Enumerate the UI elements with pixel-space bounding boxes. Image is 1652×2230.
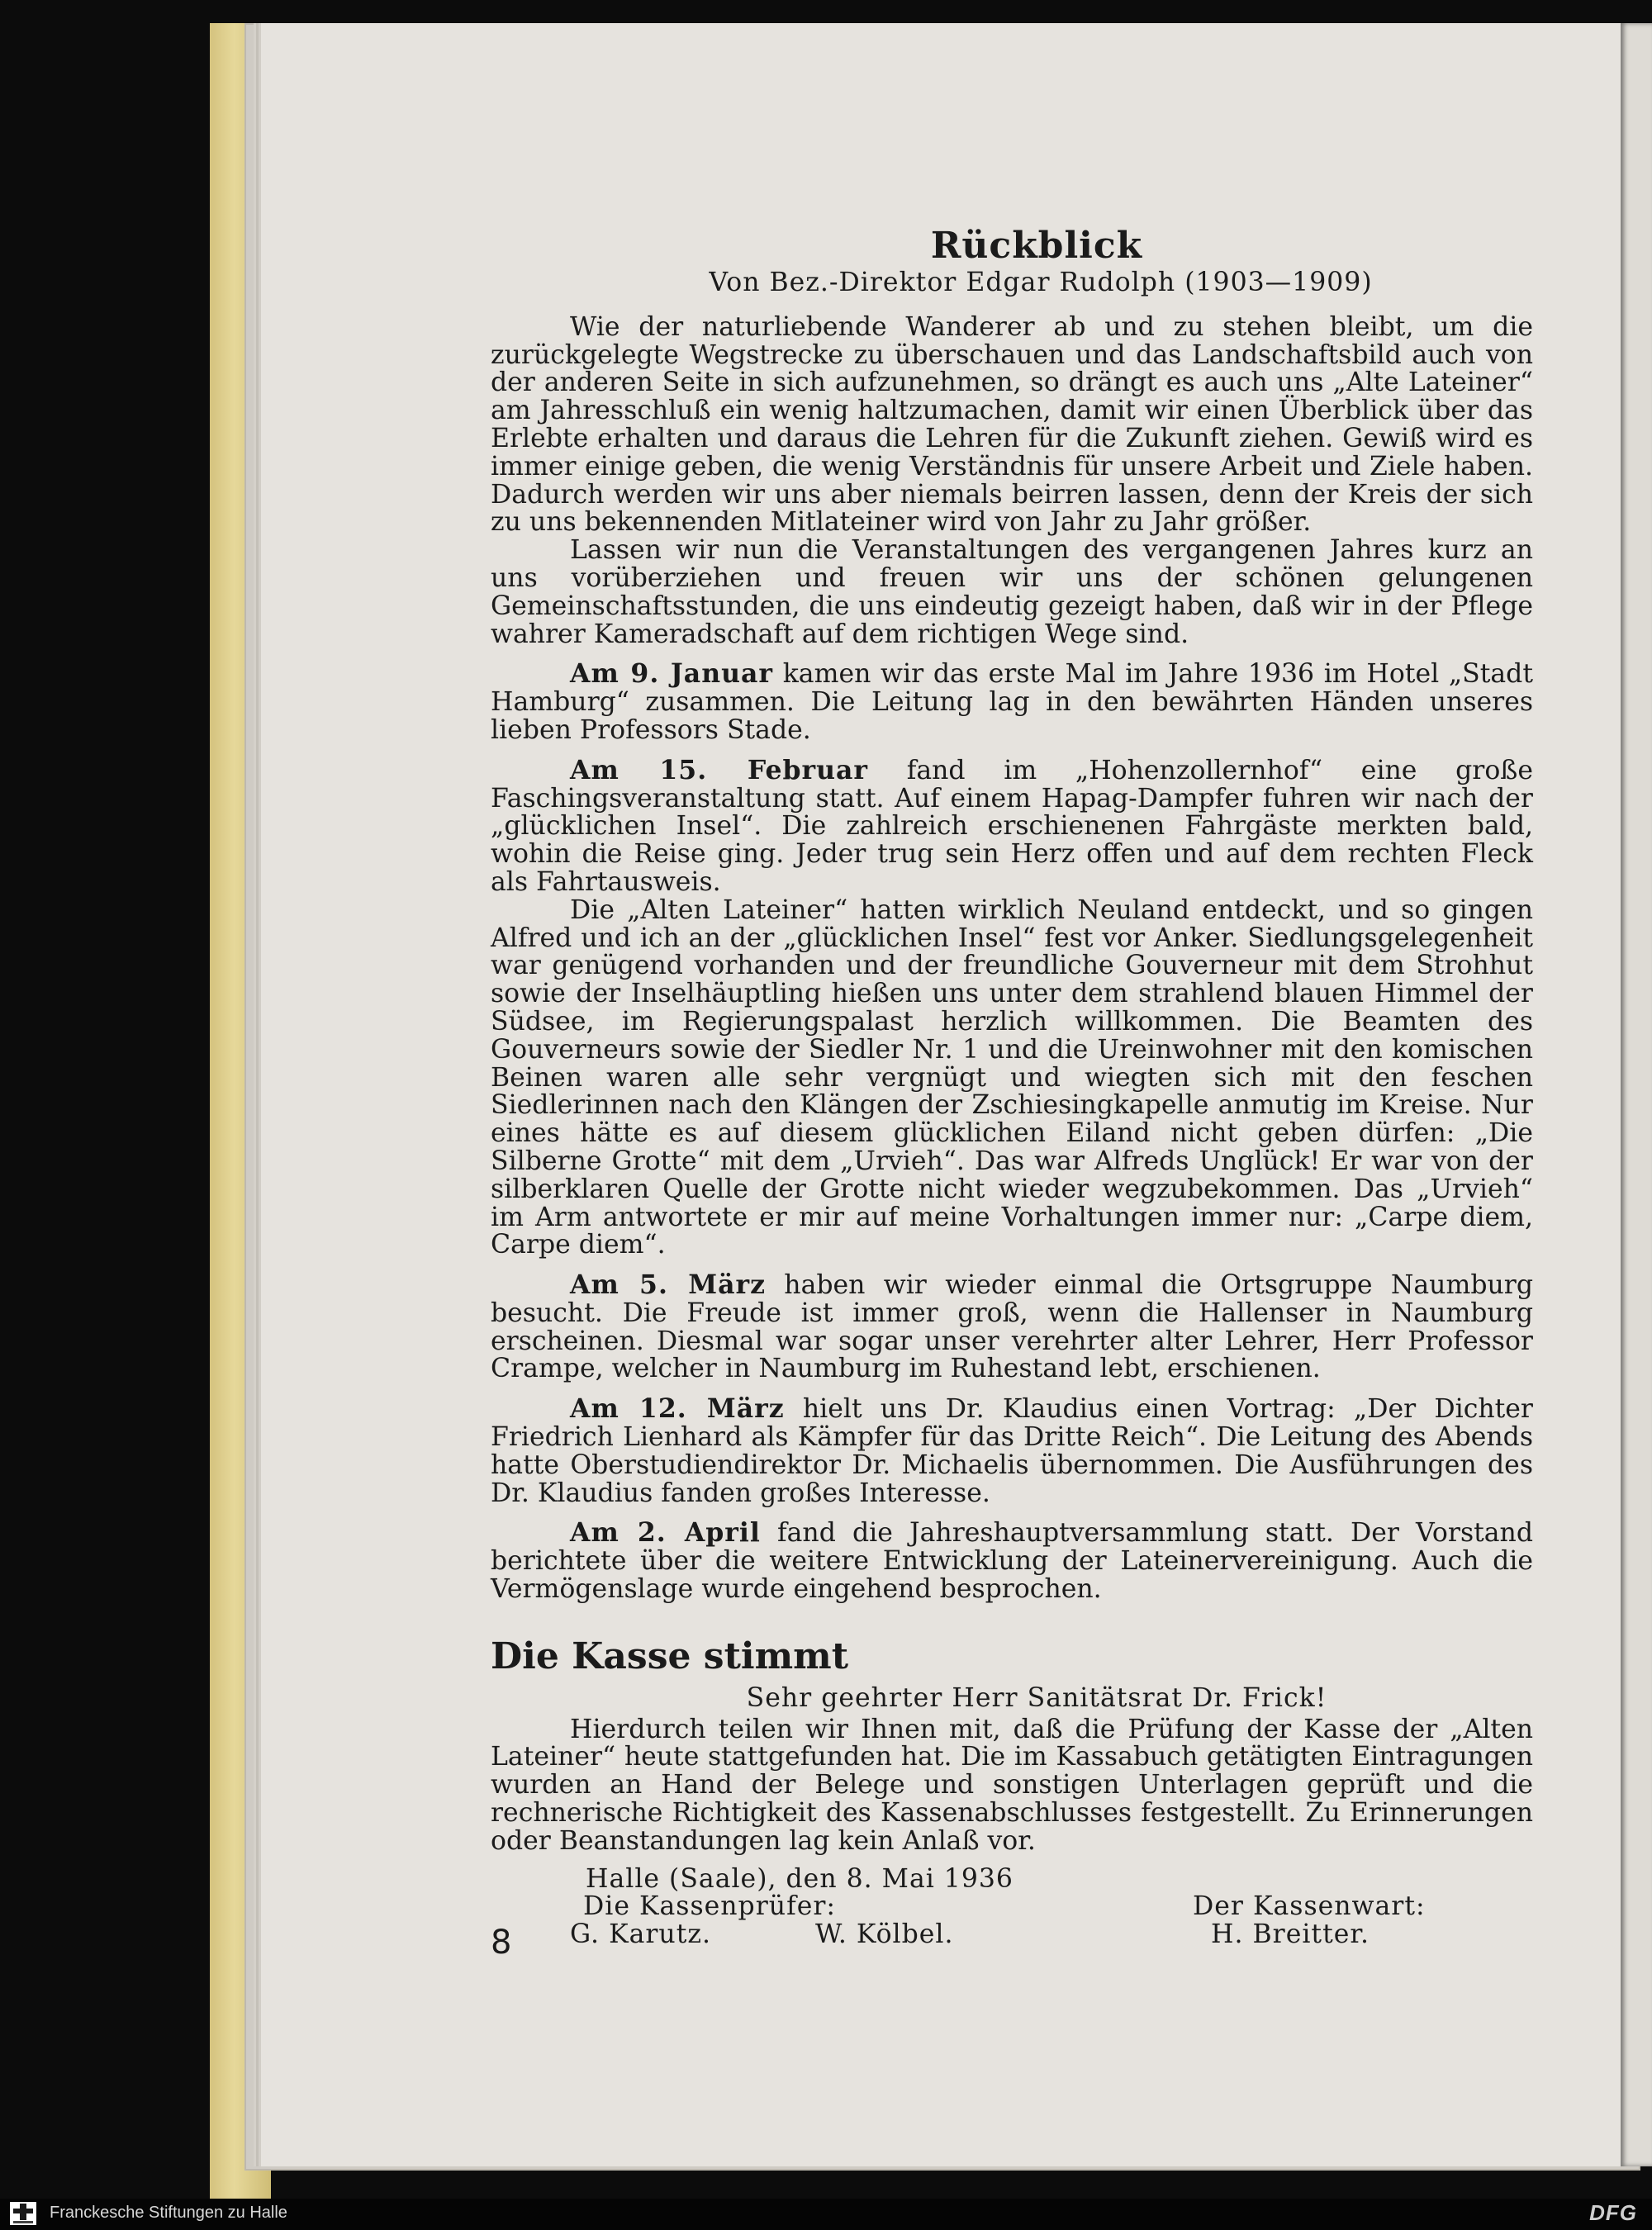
- franckesche-stiftungen-logo-icon: [5, 2200, 41, 2227]
- event-date: Am 9. Januar: [570, 658, 774, 690]
- dfg-logo: DFG: [1589, 2200, 1637, 2225]
- treasurer-name: H. Breitter.: [1211, 1919, 1370, 1950]
- event-march-12: [491, 1395, 1533, 1507]
- treasurer-label: Der Kassenwart:: [1193, 1891, 1426, 1922]
- event-text: fand die Jahreshauptversammlung statt. Der Vorstand berichtete über die weitere Entwicklung der Lateinervereinigung. Auch die Vermögenslage wurde eingehend besprochen.: [491, 1518, 1533, 1605]
- paragraph-review: Lassen wir nun die Veranstaltungen des vergangenen Jahres kurz an uns vorüberziehen und freuen wir uns der schönen gelungenen Gemeinschaftsstunden, die uns eindeutig gezeigt haben, daß wir in der Pflege wahrer Kameradschaft auf dem richtigen Wege sind.: [491, 535, 1533, 649]
- letter-place-date: Halle (Saale), den 8. Mai 1936: [586, 1863, 1014, 1894]
- article-byline: Von Bez.-Direktor Edgar Rudolph (1903—1909): [709, 268, 1373, 297]
- paragraph-intro: Wie der naturliebende Wanderer ab und zu stehen bleibt, um die zurückgelegte Wegstrecke zu überschauen und das Landschaftsbild auch von der anderen Seite in sich aufzunehmen, so drängt es auch uns „Alte Lateiner“ am Jahresschluß ein wenig haltzumachen, damit wir einen Überblick über das Erlebte erhalten und daraus die Lehren für die Zukunft ziehen. Gewiß wird es immer einige geben, die wenig Verständnis für unsere Arbeit und Ziele haben. Dadurch werden wir uns aber niemals beirren lassen, denn der Kreis der sich zu uns bekennenden Mitlateiner wird von Jahr zu Jahr größer.: [491, 311, 1533, 538]
- page-content: [491, 223, 1533, 1949]
- event-date: Am 15. Februar: [570, 754, 869, 785]
- event-text: haben wir wieder einmal die Ortsgruppe Naumburg besucht. Die Freude ist immer groß, wenn die Hallenser in Naumburg erscheinen. Diesmal war sogar unser verehrter alter Lehrer, Herr Professor Crampe, welcher in Naumburg im Ruhestand lebt, erschienen.: [491, 1270, 1533, 1384]
- event-date: Am 5. März: [570, 1269, 766, 1301]
- event-march-5: [491, 1271, 1533, 1383]
- event-january: [491, 660, 1533, 744]
- paragraph-island: Die „Alten Lateiner“ hatten wirklich Neuland entdeckt, und so gingen Alfred und ich an der „glücklichen Insel“ fest vor Anker. Siedlungsgelegenheit war genügend vorhanden und der freundliche Gouverneur mit dem Strohhut sowie der Inselhäuptling hießen uns unter dem strahlend blauen Himmel der Südsee, im Regierungspalast herzlich willkommen. Die Beamten des Gouverneurs sowie der Siedler Nr. 1 und die Ureinwohner mit den komischen Beinen waren alle sehr vergnügt und wiegten sich mit den feschen Siedlerinnen nach den Klängen der Zschiesingkapelle anmutig im Kreise. Nur eines hätte es auf diesem glücklichen Eiland nicht geben dürfen: „Die Silberne Grotte“ mit dem „Urvieh“. Das war Alfreds Unglück! Er war von der silberklaren Quelle der Grotte nicht wieder wegzubekommen. Das „Urvieh“ im Arm antwortete er mir auf meine Vorhaltungen immer nur: „Carpe diem, Carpe diem“.: [491, 894, 1533, 1260]
- event-text: kamen wir das erste Mal im Jahre 1936 im Hotel „Stadt Hamburg“ zusammen. Die Leitung lag in den bewährten Händen unseres lieben Professors Stade.: [491, 659, 1534, 745]
- page-number: 8: [491, 1924, 512, 1962]
- event-text: hielt uns Dr. Klaudius einen Vortrag: „Der Dichter Friedrich Lienhard als Kämpfer für das Dritte Reich“. Die Leitung des Abends hatte Oberstudiendirektor Dr. Michaelis übernommen. Die Ausführungen des Dr. Klaudius fanden großes Interesse.: [491, 1394, 1533, 1508]
- event-date: Am 12. März: [570, 1393, 785, 1425]
- auditors-label: Die Kassenprüfer:: [583, 1891, 837, 1922]
- section-heading: Die Kasse stimmt: [491, 1635, 849, 1677]
- signature-labels: [491, 1893, 1533, 1921]
- event-date: Am 2. April: [570, 1517, 761, 1549]
- auditor-name: W. Kölbel.: [815, 1919, 954, 1950]
- article-title: Rückblick: [930, 225, 1143, 267]
- letter-body: Hierdurch teilen wir Ihnen mit, daß die Prüfung der Kasse der „Alten Lateiner“ heute stattgefunden hat. Die im Kassabuch getätigten Eintragungen wurden an Hand der Belege und sonstigen Unterlagen geprüft und die rechnerische Richtigkeit des Kassenabschlusses festgestellt. Zu Erinnerungen oder Beanstandungen lag kein Anlaß vor.: [491, 1714, 1533, 1856]
- footer-institution: Franckesche Stiftungen zu Halle: [50, 2204, 287, 2222]
- event-february: [491, 754, 1533, 897]
- event-april: [491, 1519, 1533, 1603]
- event-text: fand im „Hohenzollernhof“ eine große Faschingsveranstaltung statt. Auf einem Hapag-Dampfer fuhren wir nach der „glücklichen Insel“. Die zahlreich erschienenen Fahrgäste merkten bald, wohin die Reise ging. Jeder trug sein Herz offen und auf dem rechten Fleck als Fahrtausweis.: [491, 755, 1533, 897]
- letter-salutation: Sehr geehrter Herr Sanitätsrat Dr. Frick!: [746, 1682, 1327, 1713]
- auditor-name: G. Karutz.: [570, 1919, 711, 1950]
- facing-page-edge: [1621, 23, 1652, 2166]
- signature-names: [491, 1921, 1533, 1949]
